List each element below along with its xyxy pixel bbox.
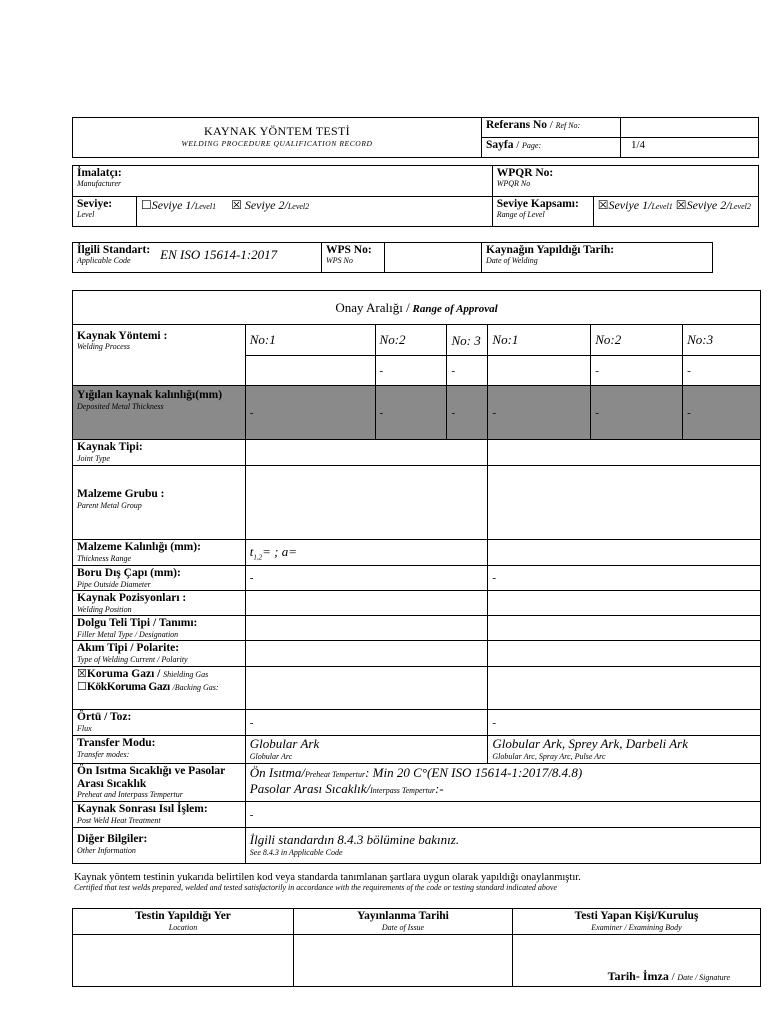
preheat-v1c: : Min 20 C°(EN ISO 15614-1:2017/8.4.8) [365, 765, 583, 780]
transfer-value-1-text: Globular Ark [249, 736, 320, 751]
preheat-v2b: Interpass Tempertur [370, 785, 435, 795]
preheat-v2a: Pasolar Arası Sıcaklık/ [249, 780, 371, 796]
transfer-value-1-en: Globular Arc [249, 751, 293, 761]
signature-table [72, 908, 761, 987]
joint-label-en: Joint Type [77, 453, 110, 463]
shielding-gas-label-en: Shielding Gas [163, 670, 209, 679]
level2-label: Seviye 2/ [241, 198, 288, 212]
wpqr-label: WPQR No: [496, 167, 554, 179]
level2-checkbox[interactable]: ☒ [231, 198, 242, 212]
range-level1-checkbox[interactable]: ☒ [597, 198, 609, 212]
current-label: Akım Tipi / Polarite: [77, 642, 180, 654]
examiner-value[interactable] [513, 935, 761, 987]
thickness-value-2[interactable]: - [375, 386, 447, 440]
backing-gas-checkbox[interactable]: ☐ [77, 680, 87, 693]
level2-sub: Level2 [287, 202, 310, 211]
backing-gas-label-en: /Backing Gas: [172, 682, 219, 692]
manufacturer-label-en: Manufacturer [77, 179, 122, 188]
flux-label-en: Flux [77, 723, 92, 733]
position-label-en: Welding Position [77, 604, 132, 614]
approval-title [73, 291, 761, 325]
flux-label-cell [73, 710, 246, 736]
manufacturer-label: İmalatçı: [77, 167, 122, 179]
other-value[interactable] [245, 828, 760, 864]
thickness-value-1[interactable]: - [245, 386, 375, 440]
current-value-1[interactable] [245, 641, 488, 667]
welding-date-label: Kaynağın Yapıldığı Tarih: [486, 244, 615, 256]
other-label: Diğer Bilgiler: [77, 833, 148, 845]
other-value-en: See 8.4.3 in Applicable Code [249, 847, 343, 857]
process-value-2[interactable]: - [375, 356, 447, 386]
pipe-value-1[interactable]: - [245, 566, 488, 591]
flux-value-1[interactable]: - [245, 710, 488, 736]
pwht-value[interactable]: - [245, 802, 760, 828]
ref-value[interactable] [621, 118, 759, 138]
filler-value-1[interactable] [245, 616, 488, 641]
transfer-label: Transfer Modu: [77, 737, 156, 749]
sign-label: Tarih- İmza [607, 969, 669, 983]
process-col-2: No:2 [375, 325, 447, 356]
position-value-2[interactable] [488, 591, 761, 616]
process-value-5[interactable]: - [591, 356, 683, 386]
page-label-en: Page: [522, 141, 542, 150]
wpqr-cell[interactable] [492, 166, 758, 197]
preheat-v1b: Preheat Tempertur [305, 770, 366, 779]
approval-table [72, 290, 761, 864]
position-value-1[interactable] [245, 591, 488, 616]
range-level1-label: Seviye 1/ [608, 198, 652, 212]
page-label: Sayfa [486, 139, 514, 151]
pipe-label-en: Pipe Outside Diameter [77, 579, 151, 589]
issue-value[interactable] [294, 935, 513, 987]
flux-value-2[interactable]: - [488, 710, 761, 736]
ref-label: Referans No [486, 119, 547, 131]
examiner-label-cell [513, 909, 761, 935]
joint-value-2[interactable] [488, 440, 761, 466]
mthick-label: Malzeme Kalınlığı (mm): [77, 541, 201, 553]
form-title: KAYNAK YÖNTEM TESTİ [204, 124, 350, 138]
issue-label-cell [294, 909, 513, 935]
process-label-en: Welding Process [77, 342, 130, 351]
process-col-1: No:1 [245, 325, 375, 356]
transfer-value-2-text: Globular Ark, Sprey Ark, Darbeli Ark [492, 736, 688, 751]
page-label-cell: Sayfa / Page: [482, 138, 621, 158]
group-label-en: Parent Metal Group [77, 500, 142, 510]
process-label-cell [73, 325, 246, 386]
process-label: Kaynak Yöntemi : [77, 330, 168, 342]
range-level2-sub: Level2 [729, 202, 751, 211]
manufacturer-cell[interactable] [73, 166, 493, 197]
standard-table [72, 242, 713, 273]
approval-title-en: Range of Approval [412, 302, 498, 315]
standard-cell [73, 243, 322, 273]
info-table [72, 165, 759, 227]
standard-label: İlgili Standart: [77, 244, 151, 256]
mthick-label-cell [73, 540, 246, 566]
mthick-sub: 1,2 [253, 553, 263, 562]
location-value[interactable] [73, 935, 294, 987]
pipe-label-cell [73, 566, 246, 591]
transfer-label-cell [73, 736, 246, 764]
title-cell [73, 118, 482, 158]
issue-label-en: Date of Issue [381, 922, 425, 932]
pwht-label-en: Post Weld Heat Treatment [77, 815, 161, 825]
page-value: 1/4 [621, 138, 759, 158]
group-label-cell [73, 466, 246, 540]
current-label-cell [73, 641, 246, 667]
preheat-label-cell [73, 764, 246, 802]
pipe-value-2[interactable]: - [488, 566, 761, 591]
thickness-label-en: Deposited Metal Thickness [77, 401, 164, 411]
gas-value-1[interactable] [245, 667, 488, 710]
mthick-rest: = ; a= [262, 543, 298, 559]
joint-label-cell [73, 440, 246, 466]
shielding-gas-label: Koruma Gazı / [86, 668, 161, 680]
current-value-2[interactable] [488, 641, 761, 667]
examiner-label-en: Examiner / Examining Body [591, 922, 682, 932]
welding-date-label-en: Date of Welding [486, 256, 538, 265]
wps-label: WPS No: [326, 244, 372, 256]
wpqr-label-en: WPQR No [496, 179, 531, 188]
wps-value[interactable] [385, 243, 482, 273]
level-label-en: Level [77, 210, 95, 219]
location-label: Testin Yapıldığı Yer [135, 910, 231, 922]
group-value-1[interactable] [245, 466, 488, 540]
range-level-cell [492, 197, 593, 227]
welding-date-cell[interactable] [482, 243, 713, 273]
transfer-value-2-en: Globular Arc, Spray Arc, Pulse Arc [492, 751, 606, 761]
process-value-1[interactable] [245, 356, 375, 386]
certify-text [74, 872, 764, 892]
range-level-options [593, 197, 758, 227]
range-level-label: Seviye Kapsamı: [496, 198, 579, 210]
filler-value-2[interactable] [488, 616, 761, 641]
other-label-en: Other Information [77, 845, 136, 855]
position-label: Kaynak Pozisyonları : [77, 592, 187, 604]
group-value-2[interactable] [488, 466, 761, 540]
level1-sub: Level1 [194, 202, 217, 211]
level-label-cell [73, 197, 137, 227]
flux-label: Örtü / Toz: [77, 711, 132, 723]
transfer-value-2[interactable] [488, 736, 761, 764]
preheat-label-en: Preheat and Interpass Tempertur [77, 790, 183, 800]
process-col-5: No:2 [591, 325, 683, 356]
header-table [72, 117, 759, 158]
range-level2-label: Seviye 2/ [686, 198, 730, 212]
joint-value-1[interactable] [245, 440, 488, 466]
standard-label-en: Applicable Code [77, 256, 131, 265]
level-options [137, 197, 493, 227]
pwht-label-cell [73, 802, 246, 828]
range-level-label-en: Range of Level [496, 210, 545, 219]
thickness-value-5[interactable]: - [591, 386, 683, 440]
mthick-label-en: Thickness Range [77, 553, 131, 563]
location-label-en: Location [168, 922, 198, 932]
process-value-3[interactable]: - [447, 356, 488, 386]
wps-label-cell [322, 243, 385, 273]
other-value-text: İlgili standardın 8.4.3 bölümine bakınız. [249, 832, 460, 847]
position-label-cell [73, 591, 246, 616]
current-label-en: Type of Welding Current / Polarity [77, 654, 188, 664]
other-label-cell [73, 828, 246, 864]
backing-gas-label: KökKoruma Gazı [86, 680, 170, 693]
level-label: Seviye: [77, 198, 113, 210]
level1-checkbox[interactable]: ☐ [141, 198, 152, 212]
issue-label: Yayınlanma Tarihi [357, 910, 449, 922]
gas-value-2[interactable] [488, 667, 761, 710]
range-level2-checkbox[interactable]: ☒ [675, 198, 687, 212]
transfer-value-1[interactable] [245, 736, 488, 764]
ref-label-en: Ref No: [555, 121, 581, 130]
pipe-label: Boru Dış Çapı (mm): [77, 567, 181, 579]
gas-label-cell [73, 667, 246, 710]
process-col-4: No:1 [488, 325, 591, 356]
mthick-value-2[interactable] [488, 540, 761, 566]
location-label-cell [73, 909, 294, 935]
ref-label-cell: Referans No / Ref No: [482, 118, 621, 138]
range-level1-sub: Level1 [651, 202, 673, 211]
joint-label: Kaynak Tipi: [77, 441, 143, 453]
preheat-v2c: :- [434, 780, 444, 796]
thickness-value-6[interactable]: - [683, 386, 761, 440]
process-value-6[interactable]: - [683, 356, 761, 386]
thickness-label-cell [73, 386, 246, 440]
process-value-4[interactable] [488, 356, 591, 386]
standard-value: EN ISO 15614-1:2017 [160, 246, 278, 262]
certify-en: Certified that test welds prepared, welded and tested satisfactorily in accordance with the requirements of the code or testing standard indicated above [74, 883, 558, 892]
level1-label: Seviye 1/ [151, 198, 195, 212]
mthick-t: t [249, 543, 254, 559]
form-subtitle: WELDING PROCEDURE QUALIFICATION RECORD [181, 139, 373, 148]
transfer-label-en: Transfer modes: [77, 749, 130, 759]
filler-label-en: Filler Metal Type / Designation [77, 629, 179, 639]
approval-title-tr: Onay Aralığı / [335, 299, 410, 315]
thickness-value-3[interactable]: - [447, 386, 488, 440]
wps-label-en: WPS No [326, 256, 353, 265]
preheat-v1a: Ön Isıtma/ [249, 765, 306, 780]
sign-label-en: Date / Signature [677, 973, 730, 982]
mthick-value-1[interactable] [245, 540, 488, 566]
shielding-gas-checkbox[interactable]: ☒ [77, 668, 87, 680]
process-col-3: No: 3 [447, 325, 488, 356]
sign-sep: / [671, 971, 675, 983]
certify-tr: Kaynak yöntem testinin yukarıda belirtilen kod veya standarda tanımlanan şartlara uygun olarak yapıldığı onaylanmıştır. [74, 872, 581, 883]
group-label: Malzeme Grubu : [77, 488, 165, 500]
preheat-value[interactable] [245, 764, 760, 802]
pwht-label: Kaynak Sonrası Isıl İşlem: [77, 803, 208, 815]
filler-label-cell [73, 616, 246, 641]
examiner-label: Testi Yapan Kişi/Kuruluş [574, 910, 699, 922]
thickness-value-4[interactable]: - [488, 386, 591, 440]
thickness-label: Yığılan kaynak kalınlığı(mm) [77, 389, 223, 401]
filler-label: Dolgu Teli Tipi / Tanımı: [77, 617, 198, 629]
preheat-label: Ön Isıtma Sıcaklığı ve Pasolar Arası Sıcaklık [77, 765, 226, 790]
process-col-6: No:3 [683, 325, 761, 356]
